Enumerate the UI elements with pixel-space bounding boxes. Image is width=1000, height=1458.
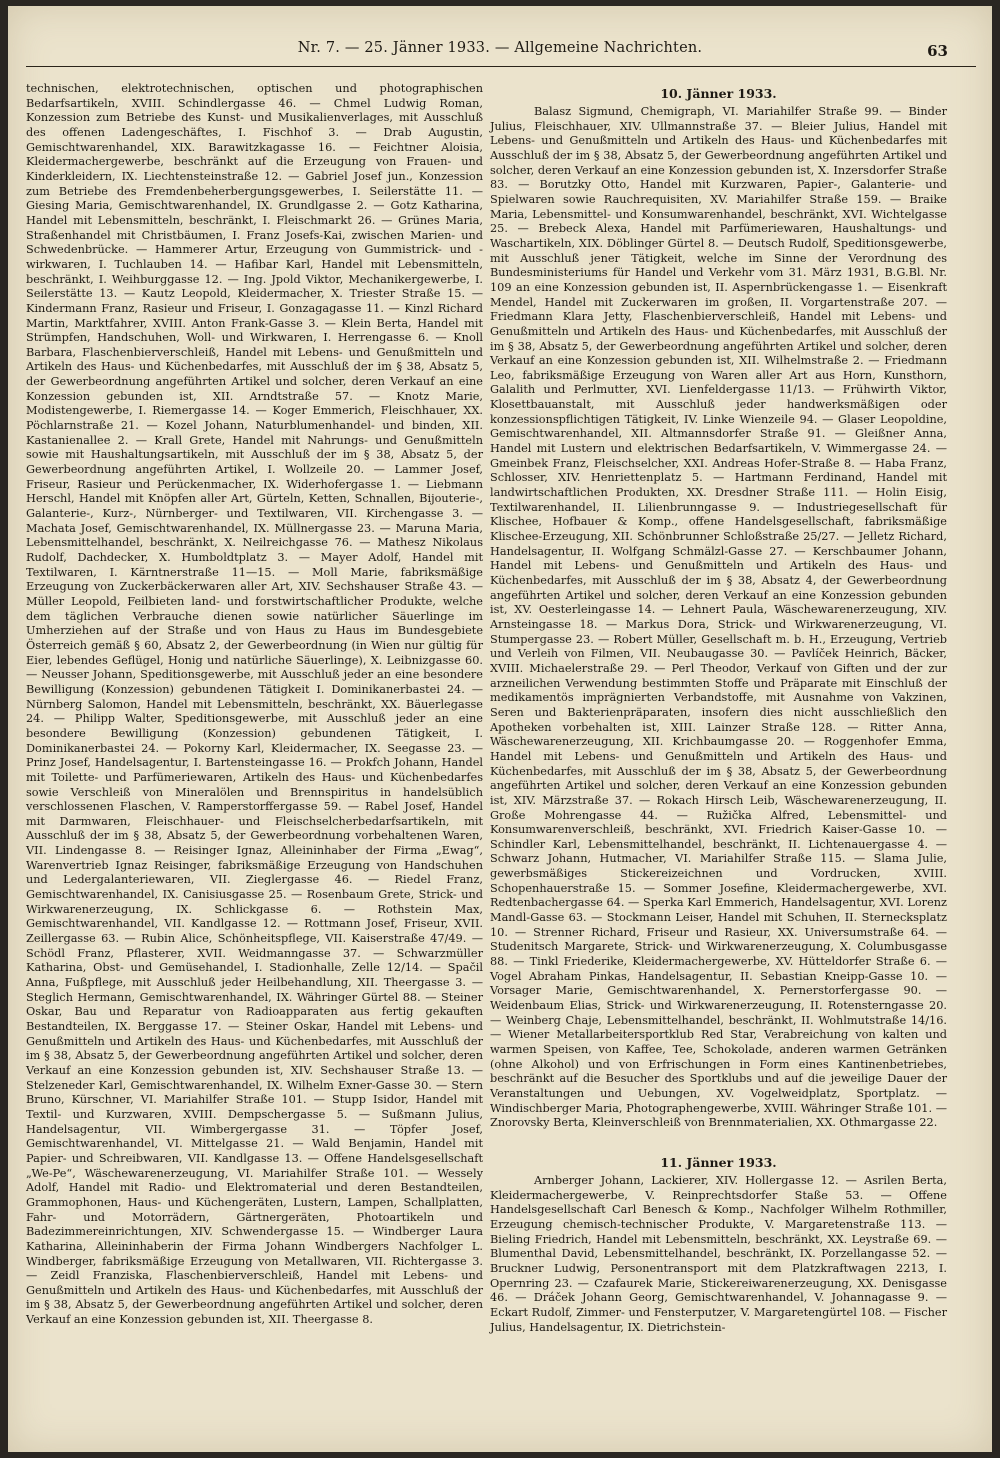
running-head <box>8 36 992 66</box>
section-heading-jan-11: 11. Jänner 1933. <box>660 1154 777 1170</box>
left-column-text: technischen, elektrotechnischen, optischen und photographischen Bedarfsartikeln, XVIII. Schindlergasse 46. — Chmel Ludwig Roman, Konzession zum Betriebe des Kunst- und Musikalienverlages, mit Ausschluß des offenen Ladengeschäftes, I. Fischhof 3. — Drab Augustin, Gemischtwarenhandel, XIX. Barawitzkagasse 16. — Feichtner Aloisia, Kleidermachergewerbe, beschränkt auf die Erzeugung von Frauen- und Kinderkleidern, IX. Liechtensteinstraße 12. — Gabriel Josef jun., Konzession zum Betriebe des Fremdenbeherbergungsgewerbes, I. Seilerstätte 11. — Giesing Maria, Gemischtwarenhandel, IX. Grundlgasse 2. — Gotz Katharina, Handel mit Lebensmitteln, beschränkt, I. Fleischmarkt 26. — Grünes Maria, Straßenhandel mit Christbäumen, I. Franz Josefs-Kai, zwischen Marien- und Schwedenbrücke. — Hammerer Artur, Erzeugung von Gummistrick- und -wirkwaren, I. Tuchlauben 14. — Hafibar Karl, Handel mit Lebensmitteln, beschränkt, I. Weihburggasse 12. — Ing. Jpold Viktor, Mechanikergewerbe, I. Seilerstätte 13. — Kautz Leopold, Kleidermacher, X. Triester Straße 15. — Kindermann Franz, Rasieur und Friseur, I. Gonzagagasse 11. — Kinzl Richard Martin, Marktfahrer, XVIII. Anton Frank-Gasse 3. — Klein Berta, Handel mit Strümpfen, Handschuhen, Woll- und Wirkwaren, I. Herrengasse 6. — Knoll Barbara, Flaschenbierverschleiß, Handel mit Lebens- und Genußmitteln und Artikeln des Haus- und Küchenbedarfes, mit Ausschluß der im § 38, Absatz 5, der Gewerbeordnung angeführten Artikel und solcher, deren Verkauf an eine Konzession gebunden ist, XII. Arndtstraße 57. — Knotz Marie, Modistengewerbe, I. Riemergasse 14. — Koger Emmerich, Fleischhauer, XX. Pöchlarnstraße 21. — Kozel Johann, Naturblumenhandel- und binden, XII. Kastanienallee 2. — Krall Grete, Handel mit Nahrungs- und Genußmitteln sowie mit Haushaltungsartikeln, mit Ausschluß der im § 38, Absatz 5, der Gewerbeordnung angeführten Artikel, I. Wollzeile 20. — Lammer Josef, Friseur, Rasieur und Perückenmacher, IX. Widerhofergasse 1. — Liebmann Herschl, Handel mit Knöpfen aller Art, Gürteln, Ketten, Schnallen, Bijouterie-, Galanterie-, Kurz-, Nürnberger- und Textilwaren, VII. Kirchengasse 3. — Machata Josef, Gemischtwarenhandel, IX. Müllnergasse 23. — Maruna Maria, Lebensmittelhandel, beschränkt, X. Neilreichgasse 76. — Mathesz Nikolaus Rudolf, Dachdecker, X. Humboldtplatz 3. — Mayer Adolf, Handel mit Textilwaren, I. Kärntnerstraße 11—15. — Moll Marie, fabriksmäßige Erzeugung von Zuckerbäckerwaren aller Art, XIV. Sechshauser Straße 43. — Müller Leopold, Feilbieten land- und forstwirtschaftlicher Produkte, welche dem täglichen Verbrauche dienen sowie natürlicher Säuerlinge im Umherziehen auf der Straße und von Haus zu Haus im Bundesgebiete Österreich gemäß § 60, Absatz 2, der Gewerbeordnung (in Wien nur gültig für Eier, lebendes Geflügel, Honig und natürliche Säuerlinge), X. Leibnizgasse 60. — Neusser Johann, Speditionsgewerbe, mit Ausschluß jeder an eine besondere Bewilligung (Konzession) gebundenen Tätigkeit I. Dominikanerbastei 24. — Nürnberg Salomon, Handel mit Lebensmitteln, beschränkt, XX. Bäuerlegasse 24. — Philipp Walter, Speditionsgewerbe, mit Ausschluß jeder an eine besondere Bewilligung (Konzession) gebundenen Tätigkeit, I. Dominikanerbastei 24. — Pokorny Karl, Kleidermacher, IX. Seegasse 23. — Prinz Josef, Handelsagentur, I. Bartensteingasse 16. — Prokfch Johann, Handel mit Toilette- und Parfümeriewaren, Artikeln des Haus- und Küchenbedarfes sowie Verschleiß von Mineralölen und Brennspiritus in handelsüblich verschlossenen Flaschen, V. Ramperstorffergasse 59. — Rabel Josef, Handel mit Darmwaren, Fleischhauer- und Fleischselcherbedarfsartikeln, mit Ausschluß der im § 38, Absatz 5, der Gewerbeordnung vorbehaltenen Waren, VII. Lindengasse 8. — Reisinger Ignaz, Alleininhaber der Firma „Ewag“, Warenvertrieb Ignaz Reisinger, fabriksmäßige Erzeugung von Handschuhen und Ledergalanteriewaren, VII. Zieglergasse 46. — Riedel Franz, Gemischtwarenhandel, IX. Canisiusgasse 25. — Rosenbaum Grete, Strick- und Wirkwarenerzeugung, IX. Schlickgasse 6. — Rothstein Max, Gemischtwarenhandel, VII. Kandlgasse 12. — Rottmann Josef, Friseur, XVII. Zeillergasse 63. — Rubin Alice, Schönheitspflege, VII. Kaiserstraße 47/49. — Schödl Franz, Pflasterer, XVII. Weidmanngasse 37. — Schwarzmüller Katharina, Obst- und Gemüsehandel, I. Stadionhalle, Zelle 12/14. — Spačil Anna, Fußpflege, mit Ausschluß jeder Heilbehandlung, XII. Theergasse 3. — Steglich Hermann, Gemischtwarenhandel, IX. Währinger Gürtel 88. — Steiner Oskar, Bau und Reparatur von Radioapparaten aus fertig gekauften Bestandteilen, IX. Berggasse 17. — Steiner Oskar, Handel mit Lebens- und Genußmitteln und Artikeln des Haus- und Küchenbedarfes, mit Ausschluß der im § 38, Absatz 5, der Gewerbeordnung angeführten Artikel und solcher, deren Verkauf an eine Konzession gebunden ist, XIV. Sechshauser Straße 13. — Stelzeneder Karl, Gemischtwarenhandel, IX. Wilhelm Exner-Gasse 30. — Stern Bruno, Kürschner, VI. Mariahilfer Straße 101. — Stupp Isidor, Handel mit Textil- und Kurzwaren, XVIII. Dempschergasse 5. — Sußmann Julius, Handelsagentur, VII. Wimbergergasse 31. — Töpfer Josef, Gemischtwarenhandel, VI. Mittelgasse 21. — Wald Benjamin, Handel mit Papier- und Schreibwaren, VII. Kandlgasse 13. — Offene Handelsgesellschaft „We-Pe“, Wäschewarenerzeugung, VI. Mariahilfer Straße 101. — Wessely Adolf, Handel mit Radio- und Elektromaterial und deren Bestandteilen, Grammophonen, Haus- und Küchengeräten, Lustern, Lampen, Schallplatten, Fahr- und Motorrädern, Gärtnergeräten, Photoartikeln und Badezimmereinrichtungen, XIV. Schwendergasse 15. — Windberger Laura Katharina, Alleininhaberin der Firma Johann Windbergers Nachfolger L. Windberger, fabriksmäßige Erzeugung von Metallwaren, VII. Richtergasse 3. — Zeidl Franziska, Flaschenbierverschleiß, Handel mit Lebens- und Genußmitteln und Artikeln des Haus- und Küchenbedarfes, mit Ausschluß der im § 38, Absatz 5, der Gewerbeordnung angeführten Artikel und solcher, deren Verkauf an eine Konzession gebunden ist, XII. Theergasse 8. <box>26 82 483 1327</box>
section-text-jan-10: Balasz Sigmund, Chemigraph, VI. Mariahilfer Straße 99. — Binder Julius, Fleischhauer, XIV. Ullmannstraße 37. — Bleier Julius, Handel mit Lebens- und Genußmitteln und Artikeln des Haus- und Küchenbedarfes mit Ausschluß der im § 38, Absatz 5, der Gewerbeordnung angeführten Artikel und solcher, deren Verkauf an eine Konzession gebunden ist, X. Inzersdorfer Straße 83. — Borutzky Otto, Handel mit Kurzwaren, Papier-, Galanterie- und Spielwaren sowie Rauchrequisiten, XV. Mariahilfer Straße 159. — Braike Maria, Lebensmittel- und Konsumwarenhandel, beschränkt, XVI. Wichtelgasse 25. — Brebeck Alexa, Handel mit Parfümeriewaren, Haushaltungs- und Waschartikeln, XIX. Döblinger Gürtel 8. — Deutsch Rudolf, Speditionsgewerbe, mit Ausschluß jener Tätigkeit, welche im Sinne der Verordnung des Bundesministeriums für Handel und Verkehr vom 31. März 1931, B.G.Bl. Nr. 109 an eine Konzession gebunden ist, II. Aspernbrückengasse 1. — Eisenkraft Mendel, Handel mit Zuckerwaren im großen, II. Vorgartenstraße 207. — Friedmann Klara Jetty, Flaschenbierverschleiß, Handel mit Lebens- und Genußmitteln und Artikeln des Haus- und Küchenbedarfes, mit Ausschluß der im § 38, Absatz 5, der Gewerbeordnung angeführten Artikel und solcher, deren Verkauf an eine Konzession gebunden ist, XII. Wilhelmstraße 2. — Friedmann Leo, fabriksmäßige Erzeugung von Waren aller Art aus Horn, Kunsthorn, Galalith und Perlmutter, XVI. Lienfeldergasse 11/13. — Frühwirth Viktor, Klosettbauanstalt, mit Ausschluß jeder handwerksmäßigen oder konzessionspflichtigen Tätigkeit, IV. Linke Wienzeile 94. — Glaser Leopoldine, Gemischtwarenhandel, XII. Altmannsdorfer Straße 91. — Gleißner Anna, Handel mit Lustern und elektrischen Bedarfsartikeln, V. Wimmergasse 24. — Gmeinbek Franz, Fleischselcher, XXI. Andreas Hofer-Straße 8. — Haba Franz, Schlosser, XIV. Henriettenplatz 5. — Hartmann Ferdinand, Handel mit landwirtschaftlichen Produkten, XX. Dresdner Straße 111. — Holin Eisig, Textilwarenhandel, II. Lilienbrunngasse 9. — Industriegesellschaft für Klischee, Hofbauer & Komp., offene Handelsgesellschaft, fabriksmäßige Klischee-Erzeugung, XII. Schönbrunner Schloßstraße 25/27. — Jelletz Richard, Handelsagentur, II. Wolfgang Schmälzl-Gasse 27. — Kerschbaumer Johann, Handel mit Lebens- und Genußmitteln und Artikeln des Haus- und Küchenbedarfes, mit Ausschluß der im § 38, Absatz 4, der Gewerbeordnung angeführten Artikel und solcher, deren Verkauf an eine Konzession gebunden ist, XV. Oesterleingasse 14. — Lehnert Paula, Wäschewarenerzeugung, XIV. Arnsteingasse 18. — Markus Dora, Strick- und Wirkwarenerzeugung, VI. Stumpergasse 23. — Robert Müller, Gesellschaft m. b. H., Erzeugung, Vertrieb und Verleih von Filmen, VII. Neubaugasse 30. — Pavlíček Heinrich, Bäcker, XVIII. Michaelerstraße 29. — Perl Theodor, Verkauf von Giften und der zur arzneilichen Verwendung bestimmten Stoffe und Präparate mit Einschluß der medikamentös imprägnierten Verbandstoffe, mit Ausnahme von Vakzinen, Seren und Bakterienpräparaten, insofern dies nicht ausschließlich den Apotheken vorbehalten ist, XIII. Lainzer Straße 128. — Ritter Anna, Wäschewarenerzeugung, XII. Krichbaumgasse 20. — Roggenhofer Emma, Handel mit Lebens- und Genußmitteln und Artikeln des Haus- und Küchenbedarfes, mit Ausschluß der im § 38, Absatz 5, der Gewerbeordnung angeführten Artikel und solcher, deren Verkauf an eine Konzession gebunden ist, XIV. Märzstraße 37. — Rokach Hirsch Leib, Wäschewarenerzeugung, II. Große Mohrengasse 44. — Ružička Alfred, Lebensmittel- und Konsumwarenverschleiß, beschränkt, XVI. Friedrich Kaiser-Gasse 10. — Schindler Karl, Lebensmittelhandel, beschränkt, II. Lichtenauergasse 4. — Schwarz Johann, Hutmacher, VI. Mariahilfer Straße 115. — Slama Julie, gewerbsmäßiges Stickereizeichnen und Vordrucken, XVIII. Schopenhauerstraße 15. — Sommer Josefine, Kleidermachergewerbe, XVI. Redtenbachergasse 64. — Sperka Karl Emmerich, Handelsagentur, XVI. Lorenz Mandl-Gasse 63. — Stockmann Leiser, Handel mit Schuhen, II. Sternecksplatz 10. — Strenner Richard, Friseur und Rasieur, XX. Universumstraße 64. — Studenitsch Margarete, Strick- und Wirkwarenerzeugung, X. Columbusgasse 88. — Tinkl Friederike, Kleidermachergewerbe, XV. Hütteldorfer Straße 6. — Vogel Abraham Pinkas, Handelsagentur, II. Sebastian Kneipp-Gasse 10. — Vorsager Marie, Gemischtwarenhandel, X. Pernerstorfergasse 90. — Weidenbaum Elias, Strick- und Wirkwarenerzeugung, II. Rotensterngasse 20. — Weinberg Chaje, Lebensmittelhandel, beschränkt, II. Wohlmutstraße 14/16. — Wiener Metallarbeitersportklub Red Star, Verabreichung von kalten und warmen Speisen, von Kaffee, Tee, Schokolade, anderen warmen Getränken (ohne Alkohol) und von Erfrischungen in Form eines Kantinenbetriebes, beschränkt auf die Besucher des Sportklubs und auf die jeweilige Dauer der Veranstaltungen und Uebungen, XV. Vogelweidplatz, Sportplatz. — Windischberger Maria, Photographengewerbe, XVIII. Währinger Straße 101. — Znorovsky Berta, Kleinverschleiß von Brennmaterialien, XX. Othmargasse 22. <box>490 105 947 1130</box>
header-rule <box>26 66 976 67</box>
right-column <box>490 84 947 1335</box>
section-divider <box>490 1131 947 1153</box>
newspaper-page <box>8 6 992 1452</box>
section-text-jan-11: Arnberger Johann, Lackierer, XIV. Hollergasse 12. — Asrilen Berta, Kleidermachergewerbe, V. Reinprechtsdorfer Staße 53. — Offene Handelsgesellschaft Carl Benesch & Komp., Nachfolger Wilhelm Rothmiller, Erzeugung chemisch-technischer Produkte, V. Margaretenstraße 113. — Bieling Friedrich, Handel mit Lebensmitteln, beschränkt, XX. Leystraße 69. — Blumenthal David, Lebensmittelhandel, beschränkt, IX. Porzellangasse 52. — Bruckner Ludwig, Personentransport mit dem Platzkraftwagen 2213, I. Opernring 23. — Czafaurek Marie, Stickereiwarenerzeugung, XX. Denisgasse 46. — Dráček Johann Georg, Gemischtwarenhandel, V. Johannagasse 9. — Eckart Rudolf, Zimmer- und Fensterputzer, V. Margaretengürtel 108. — Fischer Julius, Handelsagentur, IX. Dietrichstein- <box>490 1173 947 1334</box>
left-column <box>26 82 483 1328</box>
running-head-title: Nr. 7. — 25. Jänner 1933. — Allgemeine Nachrichten. <box>297 40 703 56</box>
page-number: 63 <box>927 42 948 60</box>
section-heading-jan-10: 10. Jänner 1933. <box>660 86 777 101</box>
